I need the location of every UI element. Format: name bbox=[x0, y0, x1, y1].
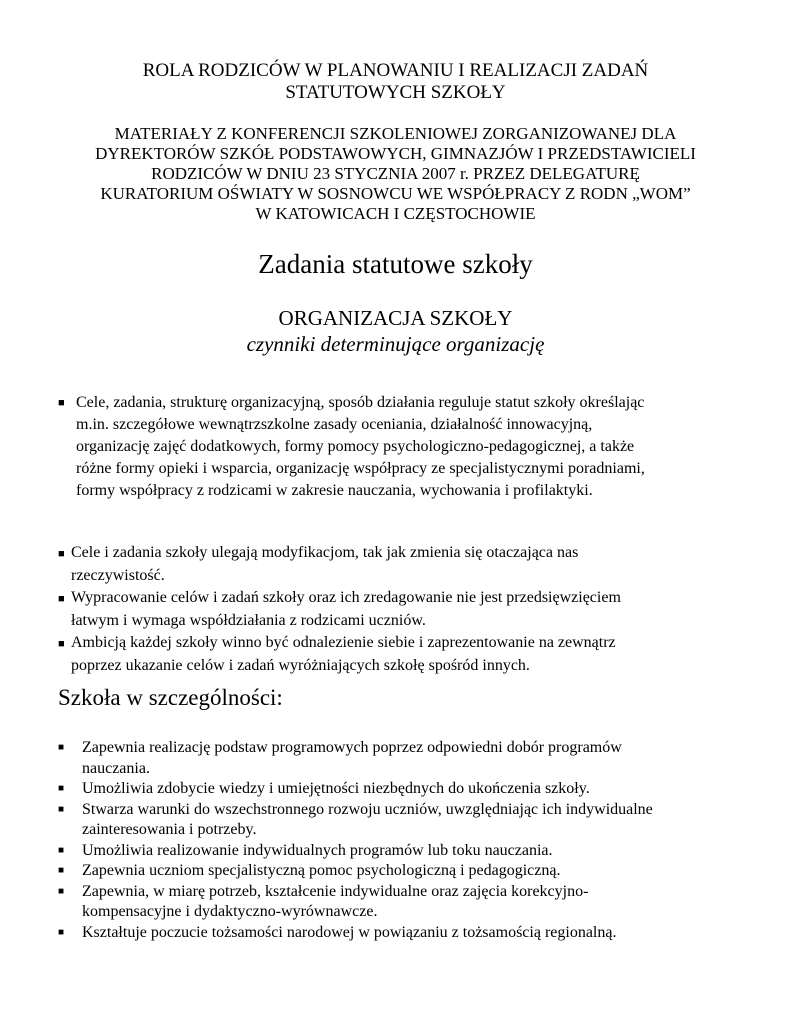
list-item-line: Ambicją każdej szkoły winno być odnalezienie siebie i zaprezentowanie na zewnątrz bbox=[71, 634, 616, 651]
list-item-line: łatwym i wymaga współdziałania z rodzicami uczniów. bbox=[71, 612, 426, 629]
list-item bbox=[58, 861, 758, 882]
title-line-1: ROLA RODZICÓW W PLANOWANIU I REALIZACJI ZADAŃ bbox=[142, 60, 649, 81]
title-line-2: STATUTOWYCH SZKOŁY bbox=[285, 82, 506, 103]
document-title bbox=[0, 60, 791, 104]
list-item-line: Zapewnia realizację podstaw programowych poprzez odpowiedni dobór programów bbox=[82, 739, 622, 756]
paragraph-line: organizację zajęć dodatkowych, formy pomocy psychologiczno-pedagogicznej, a także bbox=[76, 438, 635, 455]
goals-list bbox=[58, 542, 758, 677]
square-bullet-icon: ■ bbox=[58, 803, 65, 815]
square-bullet-icon: ■ bbox=[58, 783, 65, 794]
list-item-line: Umożliwia realizowanie indywidualnych programów lub toku nauczania. bbox=[82, 841, 553, 859]
school-tasks-list bbox=[58, 738, 758, 943]
list-item-line: Wypracowanie celów i zadań szkoły oraz ich zredagowanie nie jest przedsięwzięciem bbox=[71, 589, 621, 606]
subtitle-line-1: MATERIAŁY Z KONFERENCJI SZKOLENIOWEJ ZORGANIZOWANEJ DLA bbox=[114, 124, 677, 143]
paragraph-statute bbox=[58, 392, 758, 502]
list-item-line: kompensacyjne i dydaktyczno-wyrównawcze. bbox=[82, 903, 378, 920]
square-bullet-icon: ■ bbox=[58, 844, 65, 856]
paragraph-line: Cele, zadania, strukturę organizacyjną, sposób działania reguluje statut szkoły określając bbox=[76, 394, 645, 411]
section-subheading: czynniki determinujące organizację bbox=[246, 332, 545, 356]
square-bullet-icon: ■ bbox=[58, 397, 65, 409]
list-item bbox=[58, 542, 758, 587]
list-item-line: Kształtuje poczucie tożsamości narodowej w powiązaniu z tożsamością regionalną. bbox=[82, 923, 617, 941]
list-item-line: Umożliwia zdobycie wiedzy i umiejętności niezbędnych do ukończenia szkoły. bbox=[82, 780, 590, 797]
list-item-line: Stwarza warunki do wszechstronnego rozwoju uczniów, uwzględniając ich indywidualne bbox=[82, 800, 653, 818]
square-bullet-icon: ■ bbox=[58, 865, 65, 876]
paragraph-statute-text bbox=[76, 392, 758, 502]
square-bullet-icon: ■ bbox=[58, 638, 65, 650]
list-item-line: poprzez ukazanie celów i zadań wyróżniających szkołę spośród innych. bbox=[71, 657, 530, 674]
list-item-line: nauczania. bbox=[82, 759, 150, 777]
list-item-line: zainteresowania i potrzeby. bbox=[82, 821, 257, 838]
list-item-line: Zapewnia, w miarę potrzeb, kształcenie indywidualne oraz zajęcia korekcyjno- bbox=[82, 882, 589, 900]
list-item bbox=[58, 632, 758, 677]
list-item bbox=[58, 882, 758, 923]
square-bullet-icon: ■ bbox=[58, 926, 65, 938]
list-item bbox=[58, 923, 758, 944]
list-item-line: Zapewnia uczniom specjalistyczną pomoc psychologiczną i pedagogiczną. bbox=[82, 862, 561, 879]
square-bullet-icon: ■ bbox=[58, 742, 65, 753]
paragraph-line: m.in. szczegółowe wewnątrzszkolne zasady oceniania, działalność innowacyjną, bbox=[76, 416, 593, 433]
document-subtitle bbox=[0, 124, 791, 224]
list-item-line: Cele i zadania szkoły ulegają modyfikacjom, tak jak zmienia się otaczająca nas bbox=[71, 544, 579, 561]
subtitle-line-3: RODZICÓW W DNIU 23 STYCZNIA 2007 r. PRZEZ DELEGATURĘ bbox=[151, 164, 640, 183]
square-bullet-icon: ■ bbox=[58, 548, 65, 560]
list-item-line: rzeczywistość. bbox=[71, 567, 165, 584]
square-bullet-icon: ■ bbox=[58, 885, 65, 897]
subtitle-line-4: KURATORIUM OŚWIATY W SOSNOWCU WE WSPÓŁPRACY Z RODN „WOM” bbox=[100, 184, 691, 203]
list-item bbox=[58, 779, 758, 800]
subtitle-line-2: DYREKTORÓW SZKÓŁ PODSTAWOWYCH, GIMNAZJÓW I PRZEDSTAWICIELI bbox=[95, 144, 696, 163]
subtitle-line-5: W KATOWICACH I CZĘSTOCHOWIE bbox=[255, 204, 536, 223]
paragraph-line: różne formy opieki i wsparcia, organizację współpracy ze specjalistycznymi poradniami, bbox=[76, 460, 645, 477]
list-item bbox=[58, 800, 758, 841]
section-heading: ORGANIZACJA SZKOŁY bbox=[278, 306, 513, 330]
square-bullet-icon: ■ bbox=[58, 593, 65, 605]
paragraph-line: formy współpracy z rodzicami w zakresie nauczania, wychowania i profilaktyki. bbox=[76, 482, 593, 499]
list-item bbox=[58, 841, 758, 862]
school-heading: Szkoła w szczególności: bbox=[58, 685, 283, 710]
list-item bbox=[58, 738, 758, 779]
main-heading: Zadania statutowe szkoły bbox=[258, 249, 533, 279]
list-item bbox=[58, 587, 758, 632]
